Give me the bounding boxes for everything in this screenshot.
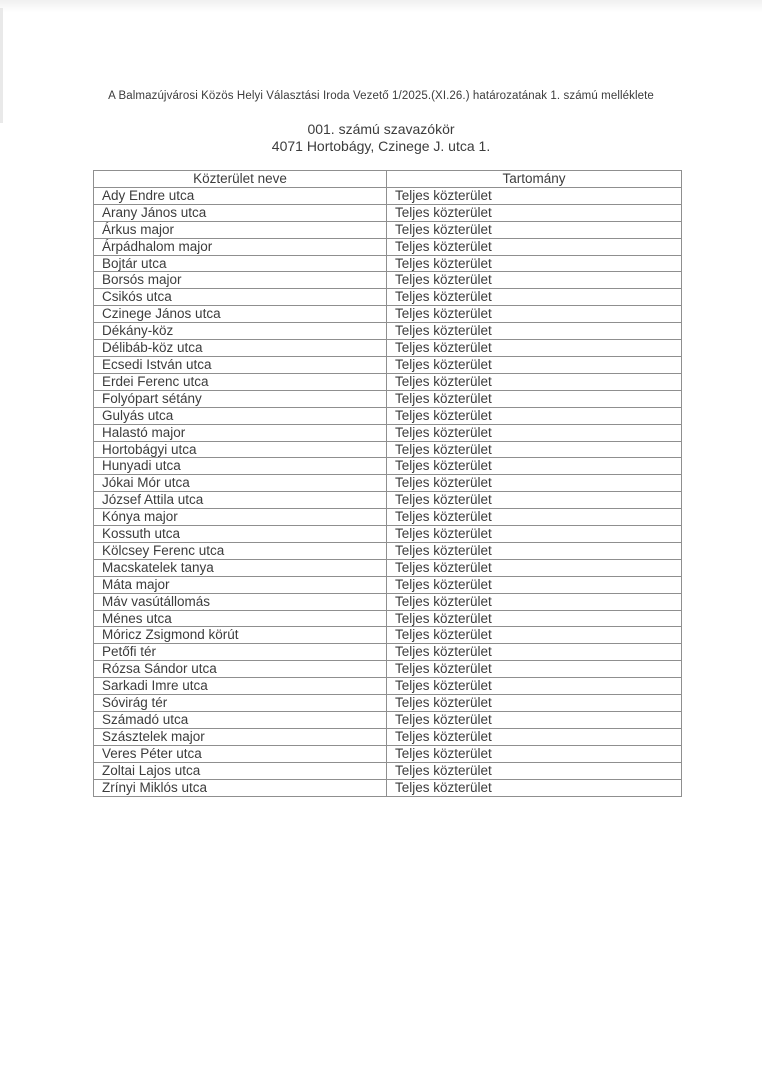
table-row xyxy=(94,762,682,779)
street-name-cell: Hortobágyi utca xyxy=(94,441,387,458)
table-row xyxy=(94,678,682,695)
range-cell: Teljes közterület xyxy=(387,762,682,779)
table-row xyxy=(94,272,682,289)
range-cell: Teljes közterület xyxy=(387,526,682,543)
street-name-cell: Sóvirág tér xyxy=(94,695,387,712)
street-name-cell: Bojtár utca xyxy=(94,255,387,272)
range-cell: Teljes közterület xyxy=(387,221,682,238)
street-name-cell: Halastó major xyxy=(94,424,387,441)
table-row xyxy=(94,323,682,340)
table-row xyxy=(94,627,682,644)
street-name-cell: Hunyadi utca xyxy=(94,458,387,475)
table-row xyxy=(94,373,682,390)
table-header-row xyxy=(94,171,682,188)
street-name-cell: Máta major xyxy=(94,576,387,593)
table-row xyxy=(94,526,682,543)
column-header-street-name: Közterület neve xyxy=(94,171,387,188)
range-cell: Teljes közterület xyxy=(387,678,682,695)
table-row xyxy=(94,712,682,729)
street-name-cell: Dékány-köz xyxy=(94,323,387,340)
table-row xyxy=(94,458,682,475)
table-row xyxy=(94,779,682,796)
street-name-cell: Kónya major xyxy=(94,509,387,526)
street-name-cell: Számadó utca xyxy=(94,712,387,729)
street-name-cell: Ecsedi István utca xyxy=(94,356,387,373)
table-row xyxy=(94,407,682,424)
table-row xyxy=(94,661,682,678)
range-cell: Teljes közterület xyxy=(387,238,682,255)
range-cell: Teljes közterület xyxy=(387,610,682,627)
street-name-cell: Kossuth utca xyxy=(94,526,387,543)
range-cell: Teljes közterület xyxy=(387,542,682,559)
document-reference: A Balmazújvárosi Közös Helyi Választási Iroda Vezető 1/2025.(XI.26.) határozatának 1. számú melléklete xyxy=(108,90,654,102)
table-row xyxy=(94,289,682,306)
polling-station-title: 001. számú szavazókör xyxy=(307,121,455,137)
street-name-cell: Ady Endre utca xyxy=(94,187,387,204)
table-row xyxy=(94,187,682,204)
title-block xyxy=(0,121,762,154)
street-name-cell: Czinege János utca xyxy=(94,306,387,323)
table-row xyxy=(94,745,682,762)
street-name-cell: Gulyás utca xyxy=(94,407,387,424)
column-header-range: Tartomány xyxy=(387,171,682,188)
street-name-cell: Árpádhalom major xyxy=(94,238,387,255)
range-cell: Teljes közterület xyxy=(387,593,682,610)
polling-station-address: 4071 Hortobágy, Czinege J. utca 1. xyxy=(271,137,491,154)
range-cell: Teljes közterület xyxy=(387,340,682,357)
range-cell: Teljes közterület xyxy=(387,745,682,762)
street-name-cell: Máv vasútállomás xyxy=(94,593,387,610)
table-row xyxy=(94,356,682,373)
table-row xyxy=(94,492,682,509)
street-name-cell: Szásztelek major xyxy=(94,728,387,745)
range-cell: Teljes közterület xyxy=(387,441,682,458)
table-row xyxy=(94,424,682,441)
range-cell: Teljes közterület xyxy=(387,187,682,204)
range-cell: Teljes közterület xyxy=(387,458,682,475)
range-cell: Teljes közterület xyxy=(387,779,682,796)
range-cell: Teljes közterület xyxy=(387,323,682,340)
street-name-cell: Móricz Zsigmond körút xyxy=(94,627,387,644)
street-name-cell: Ménes utca xyxy=(94,610,387,627)
street-name-cell: Erdei Ferenc utca xyxy=(94,373,387,390)
street-name-cell: Zrínyi Miklós utca xyxy=(94,779,387,796)
street-name-cell: Jókai Mór utca xyxy=(94,475,387,492)
table-row xyxy=(94,576,682,593)
street-name-cell: Zoltai Lajos utca xyxy=(94,762,387,779)
range-cell: Teljes közterület xyxy=(387,424,682,441)
range-cell: Teljes közterület xyxy=(387,492,682,509)
range-cell: Teljes közterület xyxy=(387,356,682,373)
street-name-cell: Kölcsey Ferenc utca xyxy=(94,542,387,559)
range-cell: Teljes közterület xyxy=(387,289,682,306)
street-name-cell: Borsós major xyxy=(94,272,387,289)
street-name-cell: Csikós utca xyxy=(94,289,387,306)
table-row xyxy=(94,204,682,221)
range-cell: Teljes közterület xyxy=(387,255,682,272)
range-cell: Teljes közterület xyxy=(387,712,682,729)
table-row xyxy=(94,221,682,238)
street-name-cell: Folyópart sétány xyxy=(94,390,387,407)
table-row xyxy=(94,728,682,745)
range-cell: Teljes közterület xyxy=(387,407,682,424)
range-cell: Teljes közterület xyxy=(387,373,682,390)
table-row xyxy=(94,340,682,357)
table-row xyxy=(94,475,682,492)
table-row xyxy=(94,593,682,610)
table-row xyxy=(94,390,682,407)
table-row xyxy=(94,559,682,576)
table-row xyxy=(94,509,682,526)
table-row xyxy=(94,542,682,559)
table-row xyxy=(94,610,682,627)
range-cell: Teljes közterület xyxy=(387,627,682,644)
scan-edge-artifact-left xyxy=(0,8,3,123)
scan-edge-artifact-top xyxy=(0,0,762,12)
table-row xyxy=(94,644,682,661)
street-name-cell: Sarkadi Imre utca xyxy=(94,678,387,695)
range-cell: Teljes közterület xyxy=(387,306,682,323)
street-name-cell: Délibáb-köz utca xyxy=(94,340,387,357)
street-name-cell: Macskatelek tanya xyxy=(94,559,387,576)
street-name-cell: Árkus major xyxy=(94,221,387,238)
table-row xyxy=(94,695,682,712)
table-row xyxy=(94,238,682,255)
range-cell: Teljes közterület xyxy=(387,695,682,712)
street-name-cell: Arany János utca xyxy=(94,204,387,221)
range-cell: Teljes közterület xyxy=(387,576,682,593)
range-cell: Teljes közterület xyxy=(387,390,682,407)
street-table xyxy=(93,170,682,797)
range-cell: Teljes közterület xyxy=(387,204,682,221)
range-cell: Teljes közterület xyxy=(387,644,682,661)
table-row xyxy=(94,255,682,272)
range-cell: Teljes közterület xyxy=(387,475,682,492)
range-cell: Teljes közterület xyxy=(387,509,682,526)
range-cell: Teljes közterület xyxy=(387,559,682,576)
street-name-cell: Rózsa Sándor utca xyxy=(94,661,387,678)
range-cell: Teljes közterület xyxy=(387,272,682,289)
range-cell: Teljes közterület xyxy=(387,728,682,745)
table-row xyxy=(94,441,682,458)
table-row xyxy=(94,306,682,323)
street-name-cell: Petőfi tér xyxy=(94,644,387,661)
street-name-cell: József Attila utca xyxy=(94,492,387,509)
street-name-cell: Veres Péter utca xyxy=(94,745,387,762)
range-cell: Teljes közterület xyxy=(387,661,682,678)
